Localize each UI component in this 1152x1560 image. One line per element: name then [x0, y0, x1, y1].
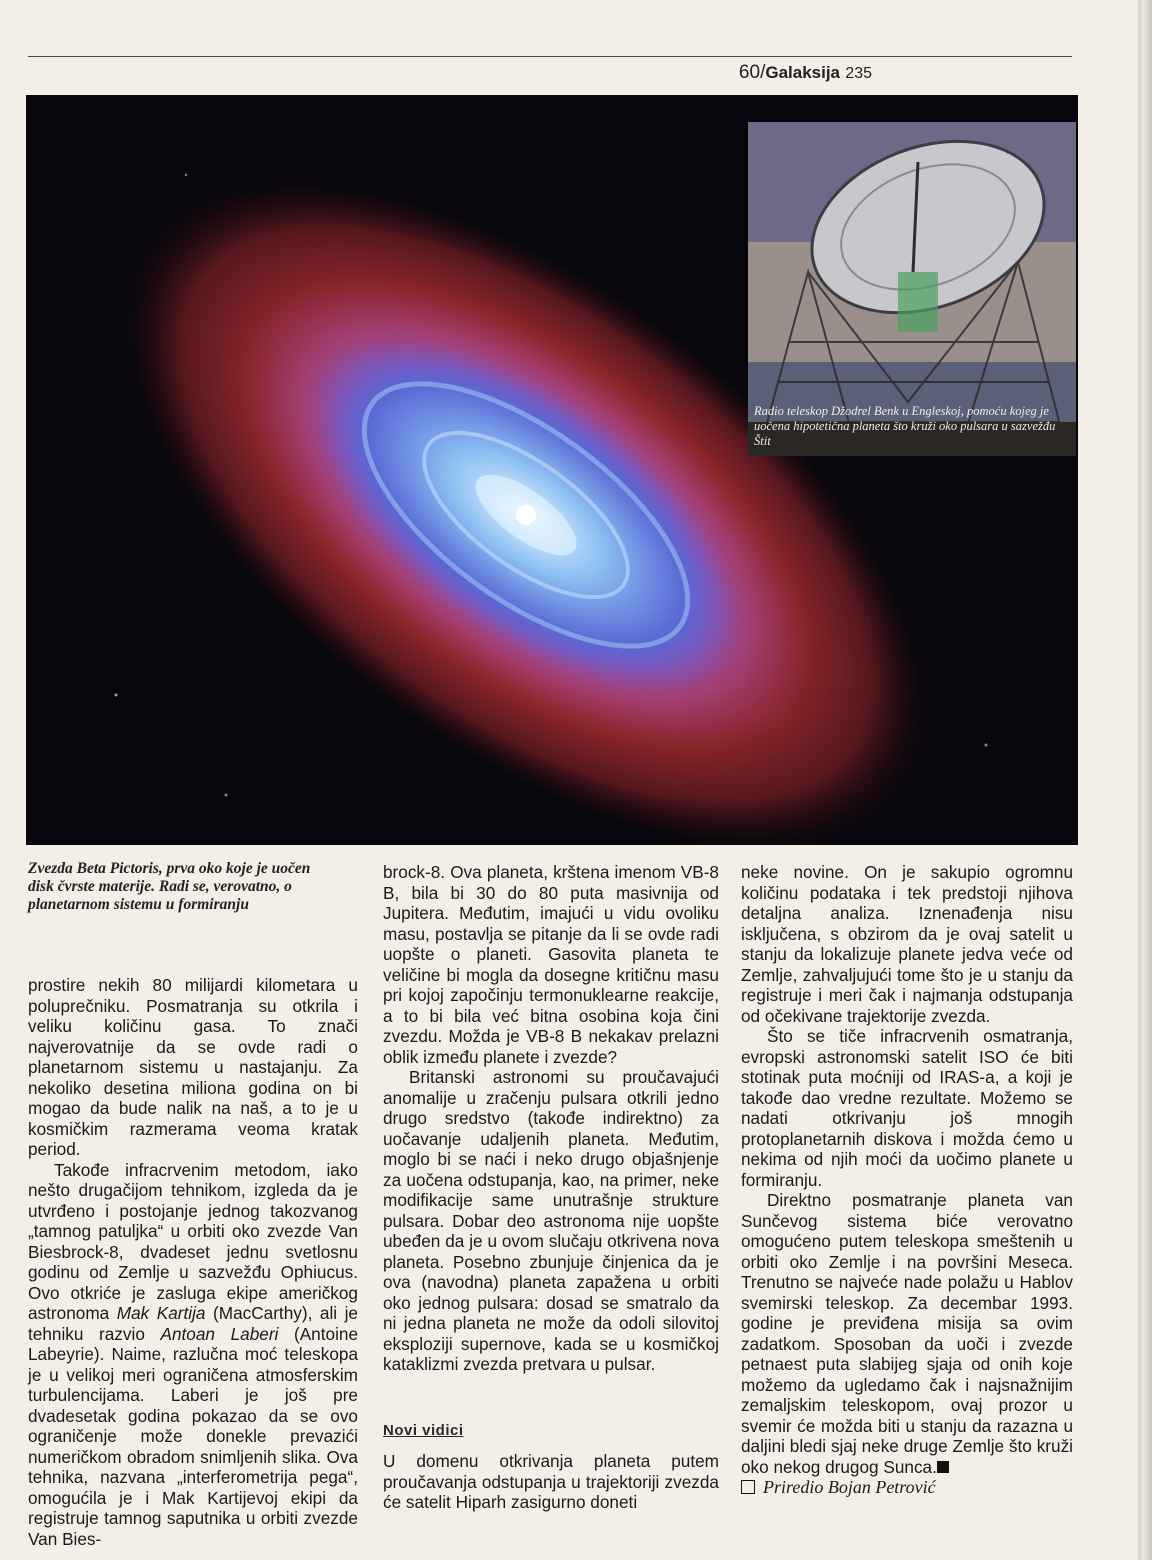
byline-text: Priredio Bojan Petrović	[763, 1477, 936, 1497]
header-separator: /	[760, 62, 766, 83]
paragraph: Britanski astronomi su proučavajući anomalije u zračenju pulsara otkrili jedno drugo sredstvo (takođe indirektno) za uočavanje udaljenih planeta. Međutim, moglo bi se naći i neko drugo objašnjenje za uočena odstupanja, kao, na primer, neke modifikacije same unutrašnje strukture pulsara. Dobar deo astronoma nije uopšte ubeđen da je u ovom slučaju otkrivena nova planeta. Posebno zbunjuje činjenica da je ova (navodna) planeta zapažena u orbiti oko jednog pulsara: dosad se smatralo da ni jedna planeta ne može da odoli silovitoj eksploziji supernove, kada se u kosmičkoj kataklizmi zvezda pretvara u pulsar.	[383, 1067, 719, 1374]
person-name: Mak Kartija	[116, 1303, 206, 1323]
paragraph: U domenu otkrivanja planeta putem proučavanja odstupanja u trajektoriji zvezda će satelit Hiparh zasigurno doneti	[383, 1451, 719, 1512]
paragraph: brock-8. Ova planeta, krštena imenom VB-8 B, bila bi 30 do 80 puta masivnija od Jupitera. Međutim, imajući u vidu ovoliku masu, postavlja se pitanje da li se ovde radi uopšte o planeti. Gasovita planeta te veličine bi mogla da dosegne kritičnu masu pri kojoj započinju termonuklearne reakcije, a to bi bila već bitna osobina koja čini zvezdu. Možda je VB-8 B nekakav prelazni oblik između planete i zvezde?	[383, 862, 719, 1067]
text-run: (MacCarthy), ali je tehniku razvio	[28, 1303, 358, 1344]
text-column-1	[28, 975, 358, 1549]
page-header	[739, 62, 872, 84]
text-column-2-lower	[383, 1451, 719, 1513]
page-number: 60	[738, 62, 761, 83]
header-rule	[28, 56, 1072, 57]
page-edge	[1138, 0, 1152, 1560]
main-photo-caption: Zvezda Beta Pictoris, prva oko koje je uočen disk čvrste materije. Radi se, verovatno, o planetarnom sistemu u formiranju	[28, 860, 311, 913]
issue-number: 235	[845, 65, 872, 82]
magazine-name: Galaksija	[765, 63, 841, 82]
text-column-3	[741, 862, 1073, 1498]
paragraph: Što se tiče infracrvenih osmatranja, evropski astronomski satelit ISO će biti stotinak puta moćniji od IRAS-a, a koji je takođe dao vredne rezultate. Možemo se nadati otkrivanju još mnogih protoplanetarnih diskova i možda ćemo u nekima od njih moći da uočimo planete u formiranju.	[741, 1026, 1073, 1190]
text-run: Takođe infracrvenim metodom, iako nešto drugačijom tehnikom, izgleda da je utvrđeno i postojanje jednog takozvanog „tamnog patuljka“ u orbiti oko zvezde Van Biesbrock-8, dvadeset jednu svetlosnu godinu od Zemlje u sazvežđu Ophiucus. Ovo otkriće je zasluga ekipe američkog astronoma	[28, 1159, 358, 1323]
text-run: (Antoine Labeyrie). Naime, razlučna moć teleskopa je u velikoj meri ograničena atmosferskim turbulencijama. Laberi je još pre dvadesetak godina pokazao da se ovo ograničenje može donekle prevazići numeričkom obradom snimljenih slika. Ova tehnika, nazvana „interferometrija pega“, omogućila je i Mak Kartijevoj ekipi da registruje tamnog saputnika u orbiti zvezde Van Bies-	[28, 1323, 359, 1549]
inset-photo-caption: Radio teleskop Džodrel Benk u Engleskoj, pomoću kojeg je uočena hipotetična planeta što kruži oko pulsara u sazvežđu Štit	[754, 404, 1056, 448]
person-name: Antoan Laberi	[160, 1323, 279, 1344]
box-icon	[741, 1480, 755, 1494]
paragraph	[741, 1190, 1073, 1477]
text-column-2	[383, 862, 719, 1375]
byline	[741, 1477, 1073, 1498]
paragraph: prostire nekih 80 milijardi kilometara u poluprečniku. Posmatranja su otkrila i veliku količinu gasa. To znači najverovatnije da se ovde radi o planetarnom sistemu u nastajanju. Za nekoliko desetina miliona godina on bi mogao da bude nalik na naš, a to je u kosmičkim razmerama veoma kratak period.	[28, 975, 358, 1159]
paragraph	[28, 1160, 358, 1550]
section-subheading: Novi vidici	[383, 1422, 464, 1439]
end-of-article-mark	[937, 1461, 949, 1473]
paragraph: neke novine. On je sakupio ogromnu količinu podataka i tek predstoji njihova detaljna analiza. Iznenađenja nisu isključena, s obzirom da je ovaj satelit u stanju da lokalizuje planete jedva veće od Zemlje, zahvaljujući tome što je u stanju da registruje i meri čak i najmanja odstupanja od očekivane trajektorije zvezda.	[741, 862, 1073, 1026]
text-run: Direktno posmatranje planeta van Sunčevog sistema biće verovatno omogućeno putem teleskopa smeštenih u orbiti oko Zemlje i na površini Meseca. Trenutno se najveće nade polažu u Hablov svemirski teleskop. Za decembar 1993. godine je previđena misija sa ovim zadatkom. Sposoban da uoči i zvezde petnaest puta slabijeg sjaja od onih koje možemo da ugledamo čak i najsnažnijim zemaljskim teleskopom, ovaj prozor u svemir će možda biti u stanju da razazna u daljini bledi sjaj neke druge Zemlje što kruži oko nekog drugog Sunca.	[741, 1190, 1073, 1477]
